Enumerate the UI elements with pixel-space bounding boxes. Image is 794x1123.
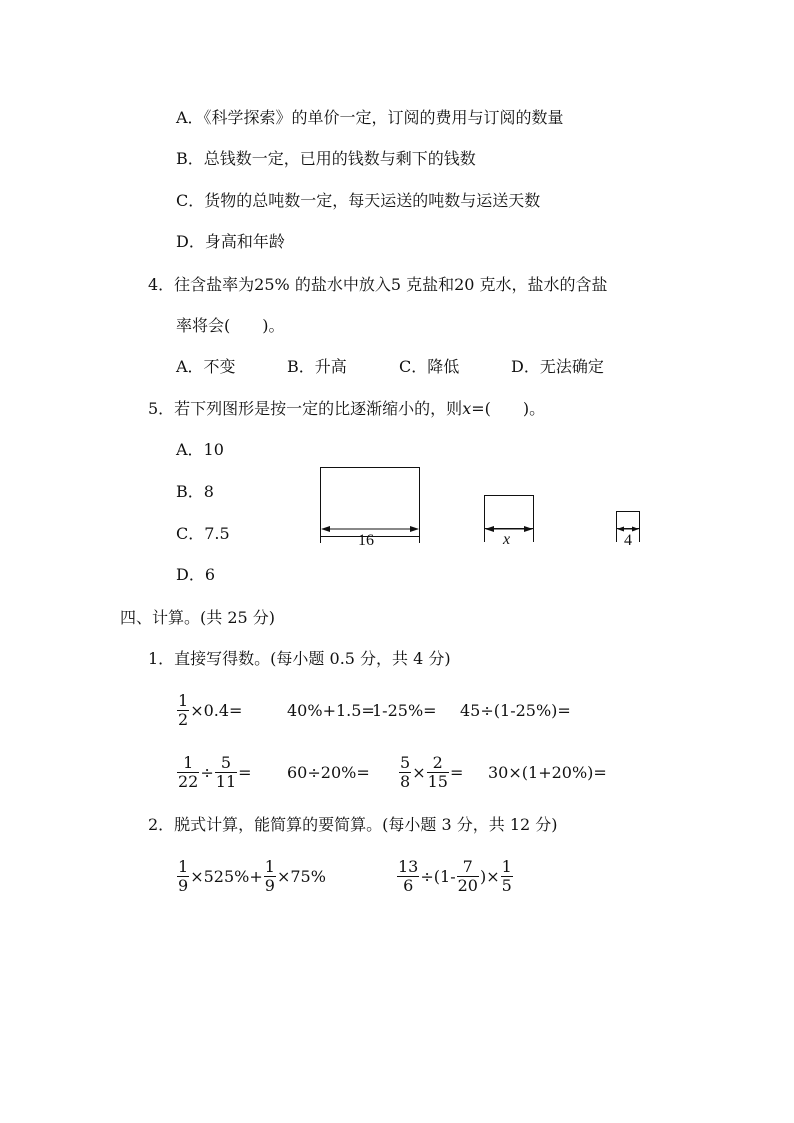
q3-option-b: B．总钱数一定，已用的钱数与剩下的钱数 <box>176 149 476 168</box>
q5-option-d: D．6 <box>176 565 216 584</box>
denominator: 8 <box>400 771 411 791</box>
denominator: 22 <box>178 771 199 791</box>
q3-option-a: A．《科学探索》的单价一定，订阅的费用与订阅的数量 <box>176 108 564 127</box>
expr-text: 40%+1.5= <box>287 700 375 720</box>
medium-rectangle <box>485 496 534 529</box>
fraction <box>177 754 199 791</box>
fraction <box>427 754 449 791</box>
numerator: 13 <box>398 856 419 876</box>
p1-expr-7 <box>398 750 463 794</box>
fig-label-x: x <box>503 531 511 548</box>
expr-text: ×0.4= <box>190 700 243 720</box>
expr-text: ÷(1- <box>420 866 456 886</box>
expr-text: ×75% <box>276 866 326 886</box>
q4-option-b: B．升高 <box>287 357 347 376</box>
p2-expr-1 <box>176 854 326 898</box>
large-rectangle <box>321 468 420 537</box>
denominator: 5 <box>501 875 512 895</box>
denominator: 15 <box>427 771 448 791</box>
equals: = <box>238 762 252 782</box>
p1-expr-2 <box>287 688 375 732</box>
part1-title: 1．直接写得数。(每小题 0.5 分，共 4 分) <box>148 649 451 668</box>
numerator: 1 <box>501 856 512 876</box>
q4-option-d: D．无法确定 <box>511 357 604 376</box>
numerator: 7 <box>457 858 479 877</box>
q5-stem-text: 5．若下列图形是按一定的比逐渐缩小的，则 <box>148 399 463 418</box>
denominator: 6 <box>403 875 414 895</box>
denominator: 2 <box>178 709 189 729</box>
p1-expr-6 <box>287 750 370 794</box>
q3-option-d: D．身高和年龄 <box>176 232 285 251</box>
denominator: 11 <box>215 771 237 791</box>
fraction <box>501 858 513 895</box>
expr-text: 45÷(1-25%)= <box>460 700 571 720</box>
q5-stem-variable: x <box>462 399 472 418</box>
part2-title: 2．脱式计算，能简算的要简算。(每小题 3 分，共 12 分) <box>148 815 558 834</box>
expr-text: ×525%+ <box>190 866 263 886</box>
q4-stem-line1: 4．往含盐率为25% 的盐水中放入5 克盐和20 克水，盐水的含盐 <box>148 275 608 294</box>
p1-expr-3 <box>372 688 437 732</box>
p1-expr-4 <box>460 688 571 732</box>
q4-option-c: C．降低 <box>399 357 460 376</box>
denominator: 20 <box>457 875 478 895</box>
operator: × <box>412 762 426 782</box>
numerator: 1 <box>178 856 189 876</box>
q4-option-a: A．不变 <box>176 357 236 376</box>
fraction <box>457 858 479 895</box>
fraction <box>264 858 276 895</box>
q5-option-c: C．7.5 <box>176 524 230 543</box>
fraction <box>177 692 189 729</box>
expr-text: 30×(1+20%)= <box>488 762 607 782</box>
section-4-title: 四、计算。(共 25 分) <box>120 608 276 627</box>
numerator: 1 <box>178 690 189 710</box>
p1-expr-8 <box>488 750 607 794</box>
numerator: 5 <box>400 752 411 772</box>
numerator: 1 <box>264 856 275 876</box>
fraction <box>177 858 189 895</box>
q4-stem-line2: 率将会( )。 <box>176 316 285 335</box>
expr-text: 1-25%= <box>372 700 437 720</box>
fraction <box>399 754 411 791</box>
expr-text: 60÷20%= <box>287 762 370 782</box>
small-rectangle <box>617 512 640 529</box>
denominator: 9 <box>178 875 189 895</box>
operator: ÷ <box>200 762 214 782</box>
numerator: 2 <box>427 754 449 773</box>
fig-label-16: 16 <box>358 532 374 549</box>
q5-option-b: B．8 <box>176 482 214 501</box>
fig-label-4: 4 <box>624 532 632 549</box>
fraction <box>215 754 237 791</box>
p2-expr-2 <box>396 854 514 898</box>
p1-expr-1 <box>176 688 242 732</box>
q5-stem-answer-blank: =( )。 <box>471 399 546 418</box>
expr-text: )× <box>479 866 500 886</box>
q3-option-c: C．货物的总吨数一定，每天运送的吨数与运送天数 <box>176 191 541 210</box>
fraction <box>397 858 419 895</box>
p1-expr-5 <box>176 750 252 794</box>
denominator: 9 <box>264 875 275 895</box>
numerator: 5 <box>215 754 237 773</box>
q5-option-a: A．10 <box>176 440 224 459</box>
equals: = <box>449 762 464 782</box>
numerator: 1 <box>177 754 199 773</box>
